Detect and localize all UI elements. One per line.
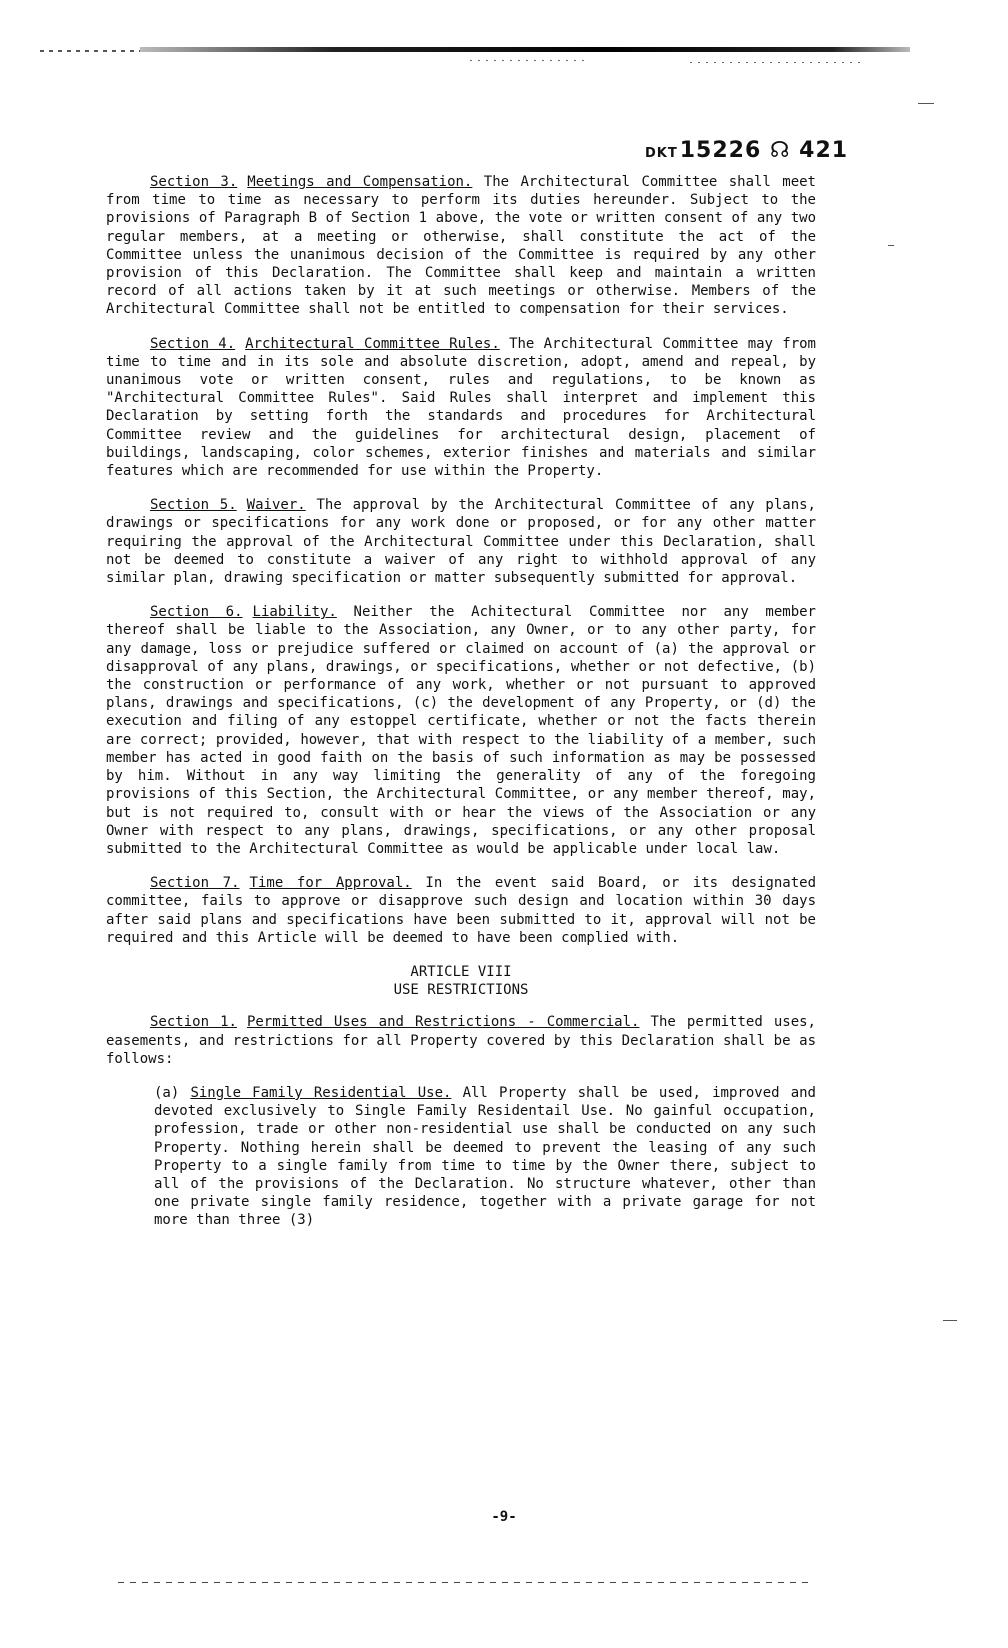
section-heading-number: Section 5. (150, 497, 237, 514)
section-text: Neither the Achitectural Committee nor any member thereof shall be liable to the Association, any Owner, or to any other party, for any damage, loss or prejudice suffered or claimed on account of (a) the approval or disapproval of any plans, drawings, or specifications, whether or not defective, (b) the construction or performance of any work, whether or not pursuant to approved plans, drawings and specifications, (c) the development of any Property, or (d) the execution and filing of any estoppel certificate, whether or not the facts therein are correct; provided, however, that with respect to the liability of a member, such member has acted in good faith on the basis of such information as may be possessed by him. Without in any way limiting the generality of any of the foregoing provisions of this Section, the Architectural Committee, or any member thereof, may, but is not required to, consult with or hear the views of the Association or any Owner with respect to any plans, drawings, specifications, or any other proposal submitted to the Architectural Committee as would be applicable under local law. (106, 604, 816, 857)
section-heading-number: Section 3. (150, 174, 238, 190)
scan-artifact-dots (690, 62, 860, 63)
docket-prefix: DKT (645, 146, 678, 161)
section-6-paragraph (106, 603, 816, 858)
docket-value: 15226 ☊ 421 (679, 138, 849, 163)
scan-artifact-top-left (40, 50, 140, 52)
scan-artifact-top-bar (140, 47, 910, 52)
section-5-paragraph (106, 496, 816, 587)
scan-artifact-mark (943, 1320, 957, 1321)
scan-artifact-mark (888, 245, 894, 246)
section-heading-number: Section 7. (150, 875, 240, 892)
docket-number (645, 138, 849, 163)
subsection-heading: Single Family Residential Use. (190, 1084, 452, 1101)
section-text: The permitted uses, easements, and restrictions for all Property covered by this Declaration shall be as follows: (106, 1014, 816, 1067)
section-heading-number: Section 6. (150, 604, 243, 621)
subsection-text: All Property shall be used, improved and devoted exclusively to Single Family Residentail Use. No gainful occupation, profession, trade or other non-residential use shall be conducted on any such Property. Nothing herein shall be deemed to prevent the leasing of any such Property to a single family from time to time by the Owner there, subject to all of the provisions of the Declaration. No structure whatever, other than one private single family residence, together with a private garage for not more than three (3) (154, 1084, 816, 1229)
section-text: The approval by the Architectural Committee of any plans, drawings or specifications for any work done or proposed, or for any other matter requiring the approval of the Architectural Committee under this Declaration, shall not be deemed to constitute a waiver of any right to withhold approval of any similar plan, drawing specification or matter subsequently submitted for approval. (106, 497, 816, 587)
page-number: -9- (491, 1509, 517, 1525)
section-heading-title: Permitted Uses and Restrictions - Commercial. (246, 1014, 640, 1031)
section-text: The Architectural Committee shall meet from time to time as necessary to perform its duties hereunder. Subject to the provisions of Paragraph B of Section 1 above, the vote or written consent of any two regular members, at a meeting or otherwise, shall constitute the act of the Committee unless the unanimous decision of the Committee is required by any other provision of this Declaration. The Committee shall keep and maintain a written record of all actions taken by it at such meetings or otherwise. Members of the Architectural Committee shall not be entitled to compensation for their services. (106, 174, 816, 318)
scan-artifact-bottom (118, 1582, 813, 1583)
section-heading-title: Time for Approval. (249, 875, 412, 892)
section-heading-title: Architectural Committee Rules. (245, 335, 500, 352)
section-heading-title: Waiver. (246, 497, 306, 514)
section-heading-number: Section 1. (150, 1014, 237, 1031)
document-body (106, 173, 816, 1230)
section-7-paragraph (106, 874, 816, 947)
section-heading-title: Meetings and Compensation. (247, 174, 473, 190)
article-heading (106, 963, 816, 999)
section-text: In the event said Board, or its designated committee, fails to approve or disapprove such design and location within 30 days after said plans and specifications have been submitted to it, approval will not be required and this Article will be deemed to have been complied with. (106, 875, 817, 946)
section-text: The Architectural Committee may from time to time and in its sole and absolute discretion, adopt, amend and repeal, by unanimous vote or written consent, rules and regulations, to be known as "Architectural Committee Rules". Said Rules shall interpret and implement this Declaration by setting forth the standards and procedures for Architectural Committee review and the guidelines for architectural design, placement of buildings, landscaping, color schemes, exterior finishes and materials and similar features which are recommended for use within the Property. (106, 335, 816, 480)
scan-artifact-mark (918, 103, 934, 104)
article-title: USE RESTRICTIONS (393, 982, 529, 999)
section-heading-title: Liability. (252, 604, 337, 621)
subsection-a-paragraph (154, 1084, 816, 1230)
section-4-paragraph (106, 335, 816, 481)
article-number: ARTICLE VIII (410, 963, 512, 980)
scan-artifact-dots (470, 60, 590, 61)
section-3-paragraph (106, 173, 816, 319)
section-heading-number: Section 4. (150, 335, 236, 352)
article-section-1-paragraph (106, 1013, 816, 1068)
subsection-label: (a) (154, 1084, 180, 1101)
